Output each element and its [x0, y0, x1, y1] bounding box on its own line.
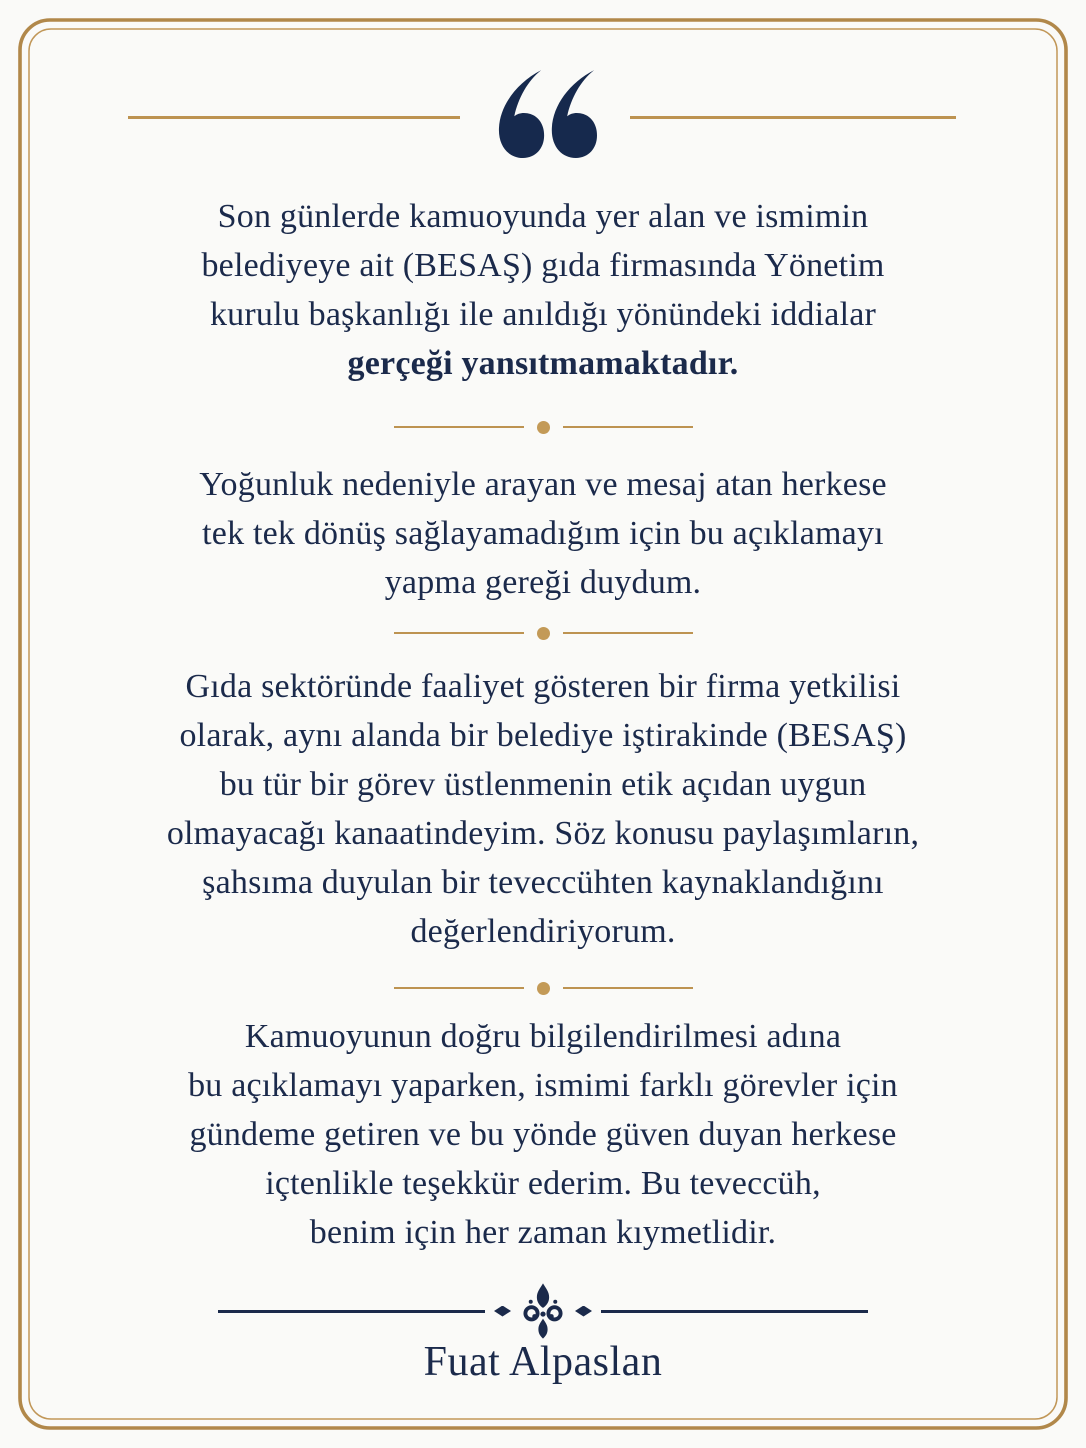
statement-line: gündeme getiren ve bu yönde güven duyan herkese: [189, 1116, 897, 1153]
divider-line: [394, 632, 524, 634]
divider-line: [394, 987, 524, 989]
divider-dot: [537, 982, 550, 995]
statement-line: belediyeye ait (BESAŞ) gıda firmasında Yönetim: [201, 247, 885, 284]
statement-line: Gıda sektöründe faaliyet gösteren bir firma yetkilisi: [185, 668, 901, 705]
diamond-icon: [494, 1306, 511, 1317]
quote-flank-line-left: [128, 116, 460, 119]
statement-line: kurulu başkanlığı ile anıldığı yönündeki iddialar: [209, 296, 877, 333]
statement-line-emphasis: gerçeği yansıtmamaktadır.: [347, 345, 739, 382]
statement-line: Son günlerde kamuoyunda yer alan ve ismimin: [217, 198, 869, 235]
section-divider: [0, 981, 1086, 995]
paragraph-3: [0, 662, 1086, 956]
paragraph-1: [0, 192, 1086, 388]
opening-double-quote-icon: [497, 68, 597, 158]
section-divider: [0, 626, 1086, 640]
divider-line: [563, 426, 693, 428]
section-divider: [0, 420, 1086, 434]
paragraph-4: [0, 1012, 1086, 1257]
statement-line: değerlendiriyorum.: [410, 913, 676, 950]
statement-line: olmayacağı kanaatindeyim. Söz konusu paylaşımların,: [166, 815, 920, 852]
statement-line: Kamuoyunun doğru bilgilendirilmesi adına: [244, 1018, 842, 1055]
signature-name: Fuat Alpaslan: [423, 1339, 663, 1385]
divider-dot: [537, 627, 550, 640]
diamond-icon: [575, 1306, 592, 1317]
ornament-line-left: [218, 1310, 485, 1313]
signature-ornament: [0, 1281, 1086, 1341]
fleur-de-lis-icon: [520, 1282, 566, 1340]
paragraph-2: [0, 460, 1086, 607]
statement-line: yapma gereği duydum.: [384, 564, 702, 601]
ornament-line-right: [601, 1310, 868, 1313]
divider-dot: [537, 421, 550, 434]
quote-flank-line-right: [630, 116, 956, 119]
statement-line: benim için her zaman kıymetlidir.: [309, 1214, 777, 1251]
statement-line: şahsıma duyulan bir teveccühten kaynaklandığını: [202, 864, 884, 901]
statement-line: içtenlikle teşekkür ederim. Bu teveccüh,: [265, 1165, 821, 1202]
statement-line: tek tek dönüş sağlayamadığım için bu açıklamayı: [202, 515, 884, 552]
statement-line: bu açıklamayı yaparken, ismimi farklı görevler için: [188, 1067, 898, 1104]
divider-line: [394, 426, 524, 428]
statement-line: olarak, aynı alanda bir belediye iştirakinde (BESAŞ): [179, 717, 907, 754]
divider-line: [563, 632, 693, 634]
statement-line: Yoğunluk nedeniyle arayan ve mesaj atan herkese: [199, 466, 887, 503]
divider-line: [563, 987, 693, 989]
statement-line: bu tür bir görev üstlenmenin etik açıdan uygun: [219, 766, 867, 803]
